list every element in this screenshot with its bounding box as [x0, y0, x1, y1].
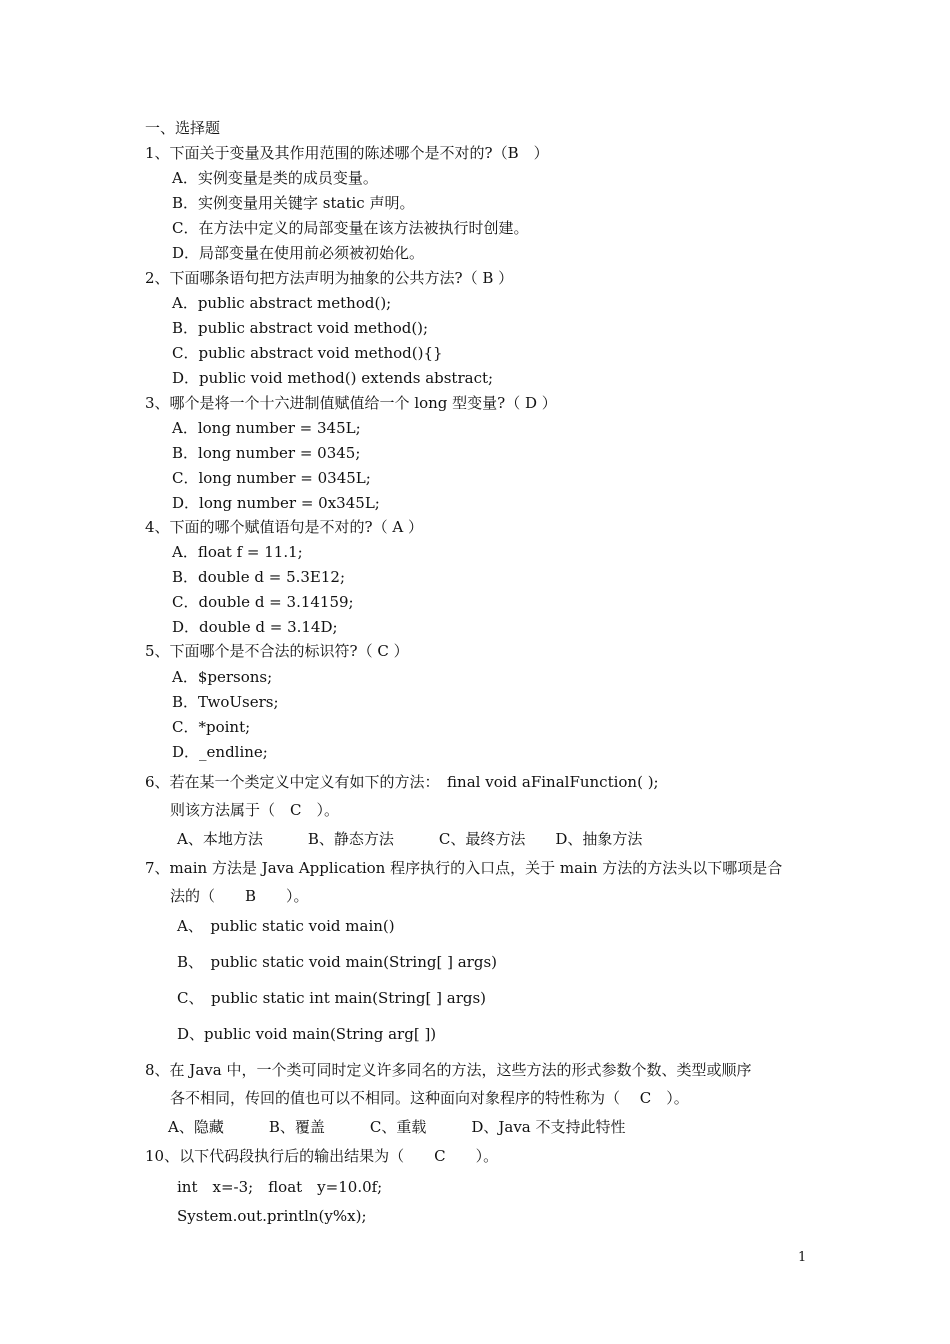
question-8-options: A、隐藏 B、覆盖 C、重载 D、Java 不支持此特性 [168, 1118, 626, 1136]
question-5-option-b: B．TwoUsers; [172, 693, 279, 711]
section-title: 一、选择题 [145, 119, 221, 137]
question-7-stem-continued: 法的（ B ）。 [170, 887, 309, 905]
question-6-stem: 6、若在某一个类定义中定义有如下的方法： final void aFinalFunction( ); [145, 773, 659, 791]
question-7-option-b: B、 public static void main(String[ ] args) [177, 953, 498, 971]
page-number: 1 [798, 1250, 807, 1265]
question-3-option-d: D．long number = 0x345L; [172, 494, 380, 512]
question-2-option-b: B．public abstract void method(); [172, 319, 429, 337]
question-1-option-d: D．局部变量在使用前必须被初始化。 [172, 244, 425, 262]
question-4-option-d: D．double d = 3.14D; [172, 618, 338, 636]
question-8-stem-continued: 各不相同，传回的值也可以不相同。这种面向对象程序的特性称为（ C ）。 [170, 1089, 689, 1107]
question-6-stem-continued: 则该方法属于（ C ）。 [170, 801, 339, 819]
question-10-code-line-2: System.out.println(y%x); [177, 1207, 367, 1225]
question-3-option-c: C．long number = 0345L; [172, 469, 371, 487]
question-5-option-c: C．*point; [172, 718, 251, 736]
question-10-code-line-1: int x=-3; float y=10.0f; [177, 1178, 383, 1196]
question-7-option-d: D、public void main(String arg[ ]) [177, 1025, 437, 1043]
question-5-option-d: D．_endline; [172, 743, 268, 761]
question-1-stem: 1、下面关于变量及其作用范围的陈述哪个是不对的?（B ） [145, 144, 549, 162]
question-1-option-c: C．在方法中定义的局部变量在该方法被执行时创建。 [172, 219, 529, 237]
question-4-option-b: B．double d = 5.3E12; [172, 568, 346, 586]
question-2-option-d: D．public void method() extends abstract; [172, 369, 494, 387]
question-1-option-b: B．实例变量用关键字 static 声明。 [172, 194, 415, 212]
question-4-stem: 4、下面的哪个赋值语句是不对的?（ A ） [145, 518, 423, 536]
question-2-option-a: A．public abstract method(); [172, 294, 392, 312]
question-2-option-c: C．public abstract void method(){} [172, 344, 443, 362]
question-4-option-a: A．float f = 11.1; [172, 543, 303, 561]
question-1-option-a: A．实例变量是类的成员变量。 [172, 169, 378, 187]
question-3-option-a: A．long number = 345L; [172, 419, 361, 437]
question-7-option-c: C、 public static int main(String[ ] args) [177, 989, 487, 1007]
question-2-stem: 2、下面哪条语句把方法声明为抽象的公共方法?（ B ） [145, 269, 514, 287]
question-3-stem: 3、哪个是将一个十六进制值赋值给一个 long 型变量?（ D ） [145, 394, 557, 412]
question-7-stem: 7、main 方法是 Java Application 程序执行的入口点，关于 main 方法的方法头以下哪项是合 [145, 859, 783, 877]
question-8-stem: 8、在 Java 中，一个类可同时定义许多同名的方法，这些方法的形式参数个数、类型或顺序 [145, 1061, 752, 1079]
question-7-option-a: A、 public static void main() [177, 917, 395, 935]
question-3-option-b: B．long number = 0345; [172, 444, 361, 462]
question-5-option-a: A．$persons; [172, 668, 273, 686]
question-4-option-c: C．double d = 3.14159; [172, 593, 354, 611]
question-10-stem: 10、以下代码段执行后的输出结果为（ C ）。 [145, 1147, 499, 1165]
question-5-stem: 5、下面哪个是不合法的标识符?（ C ） [145, 642, 409, 660]
question-6-options: A、本地方法 B、静态方法 C、最终方法 D、抽象方法 [177, 830, 643, 848]
